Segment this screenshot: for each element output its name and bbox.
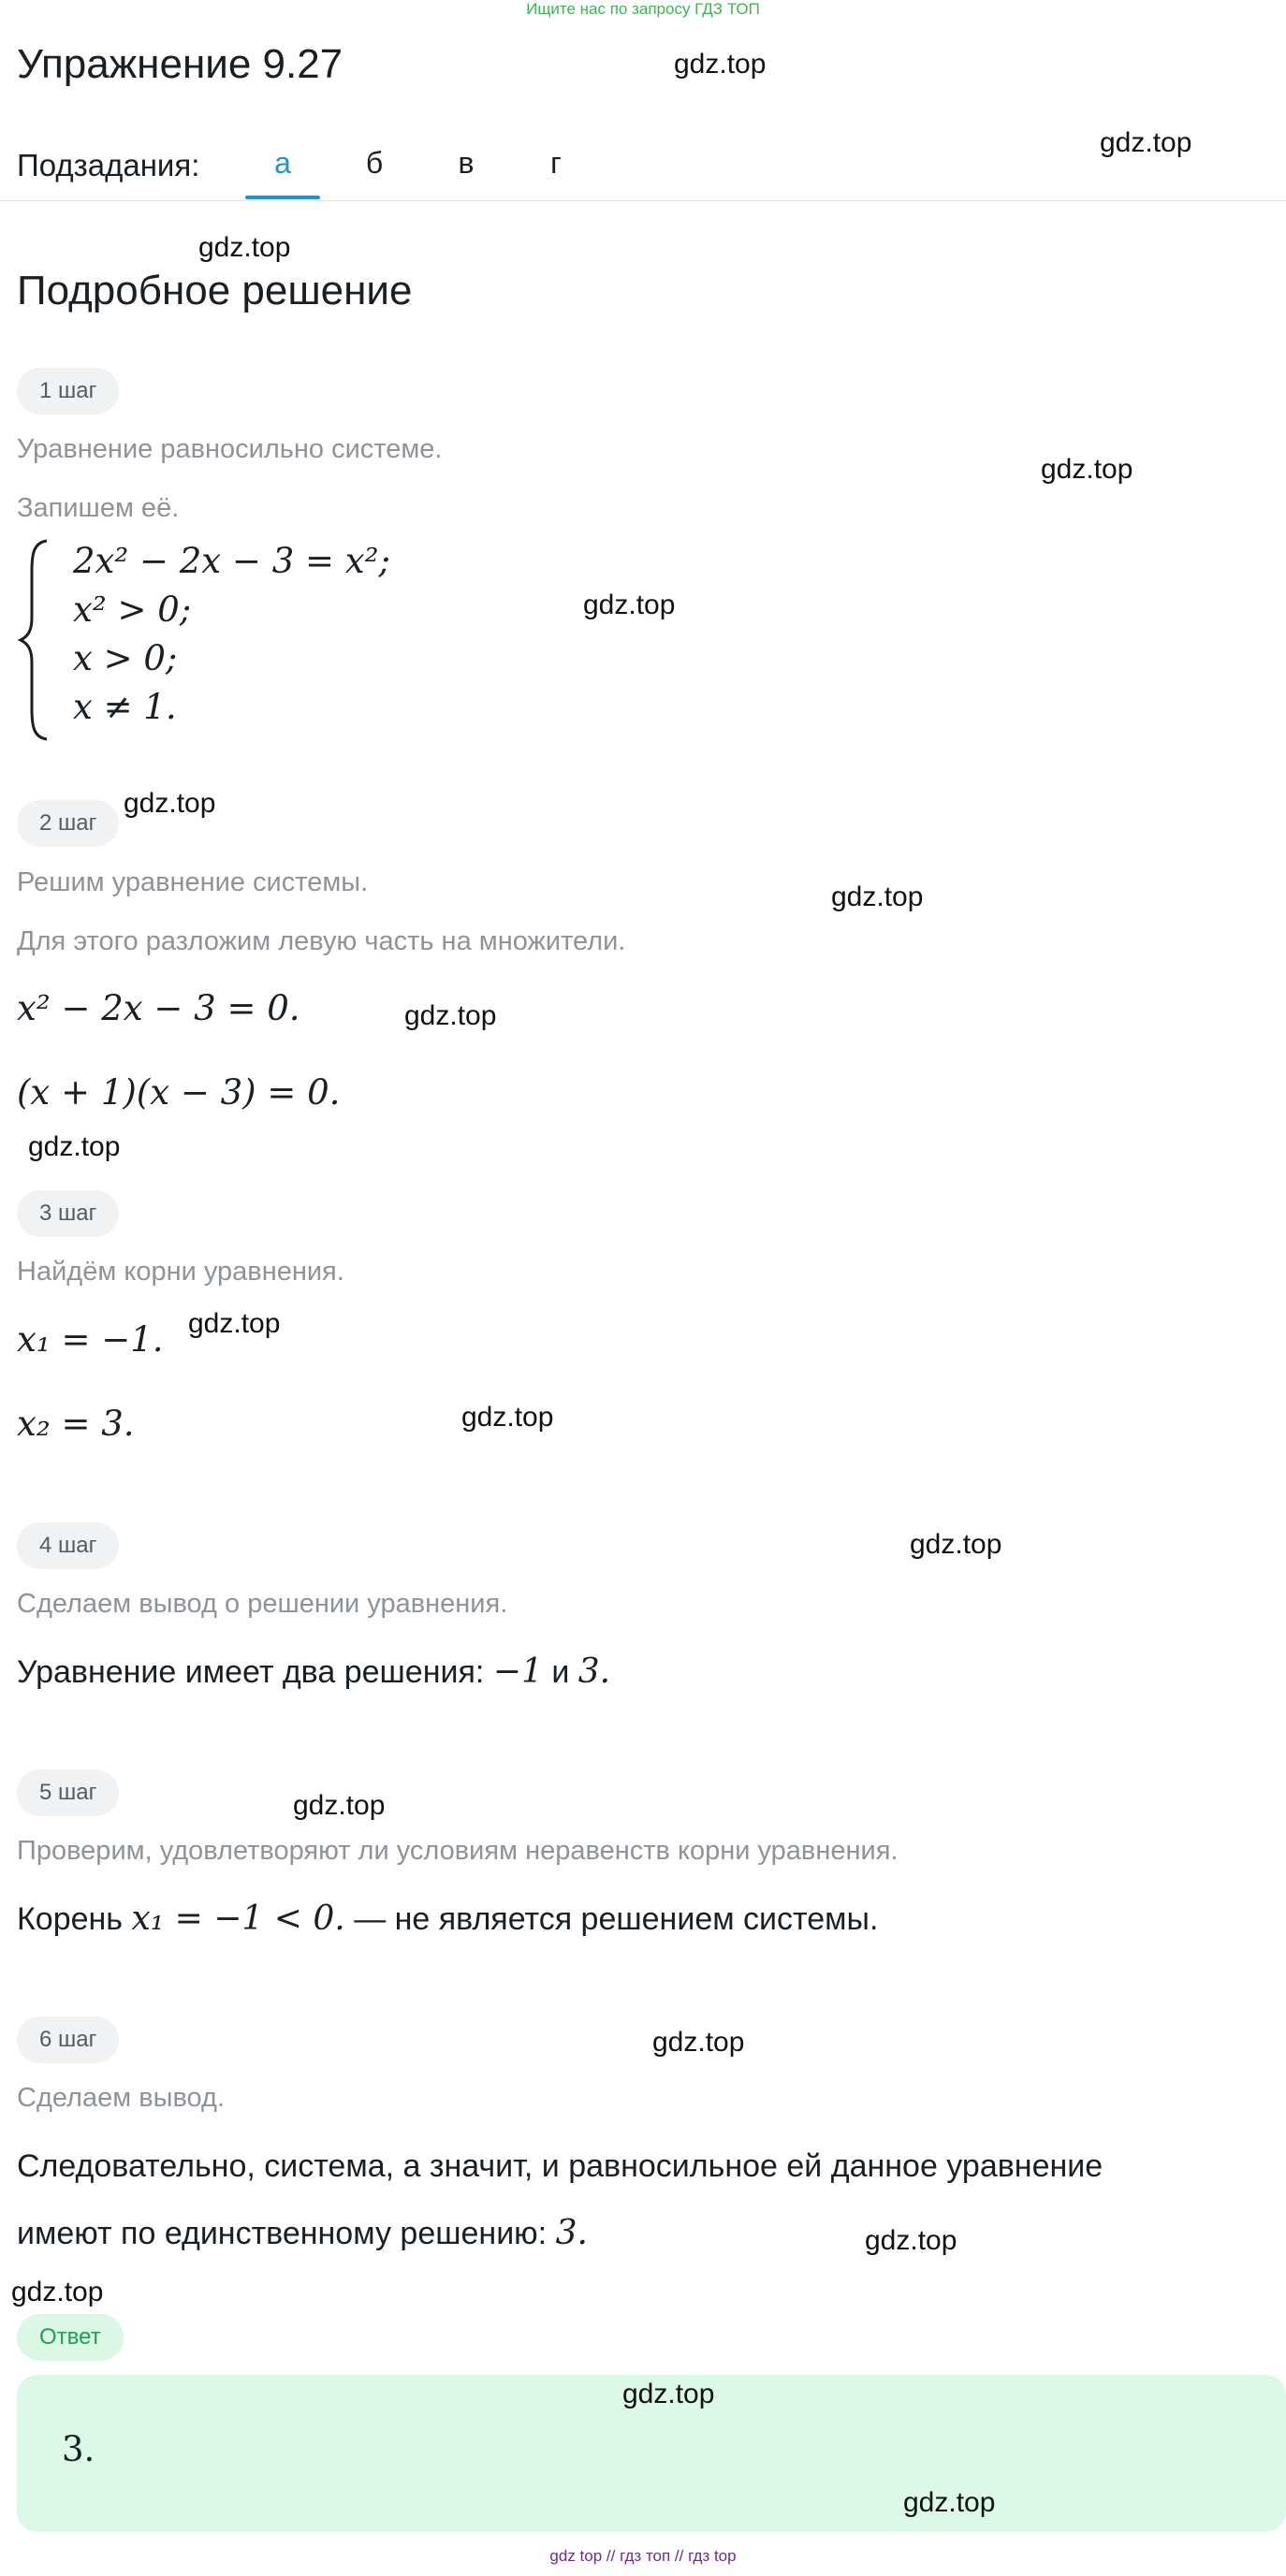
step-4-badge: 4 шаг: [17, 1522, 119, 1569]
section-title: Подробное решение: [17, 268, 413, 313]
watermark: gdz.top: [11, 2277, 104, 2307]
watermark: gdz.top: [124, 788, 216, 819]
step-2-text-2: Для этого разложим левую часть на множители.: [17, 926, 626, 956]
watermark: gdz.top: [622, 2379, 715, 2409]
step-4-result-text: Уравнение имеет два решения:: [17, 1654, 493, 1690]
step-5-result-text: Корень: [17, 1901, 132, 1937]
watermark: gdz.top: [652, 2027, 745, 2058]
step-5-math: x₁ = −1 < 0.: [131, 1899, 345, 1938]
answer-badge: Ответ: [17, 2314, 124, 2361]
step-5-result: [17, 1899, 878, 1938]
tab-v[interactable]: в: [458, 146, 475, 180]
step-2-badge: 2 шаг: [17, 800, 119, 847]
tab-g[interactable]: г: [550, 146, 562, 180]
step-4-root-2: 3.: [577, 1652, 611, 1691]
step-4-root-1: −1: [492, 1652, 543, 1691]
divider: [0, 200, 1286, 201]
step-5-badge: 5 шаг: [17, 1769, 119, 1816]
system-line-3: x > 0;: [73, 638, 178, 678]
tab-b[interactable]: б: [365, 146, 384, 180]
tab-a[interactable]: а: [274, 146, 291, 180]
watermark: gdz.top: [865, 2225, 957, 2256]
step-5-text-1: Проверим, удовлетворяют ли условиям неравенств корни уравнения.: [17, 1836, 899, 1866]
watermark: gdz.top: [28, 1131, 121, 1162]
step-1-text-1: Уравнение равносильно системе.: [17, 434, 443, 464]
step-4-text-1: Сделаем вывод о решении уравнения.: [17, 1589, 508, 1619]
system-brace: [17, 537, 54, 743]
page-title: Упражнение 9.27: [17, 41, 343, 87]
step-3-badge: 3 шаг: [17, 1190, 119, 1237]
watermark: gdz.top: [831, 881, 924, 912]
subtasks-label: Подзадания:: [17, 148, 200, 182]
step-6-result-text: имеют по единственному решению:: [17, 2216, 556, 2251]
watermark: gdz.top: [198, 232, 291, 263]
watermark: gdz.top: [1041, 454, 1133, 485]
watermark: gdz.top: [1100, 127, 1192, 158]
step-1-badge: 1 шаг: [17, 368, 119, 415]
step-6-result-line-1: Следовательно, система, а значит, и равносильное ей данное уравнение: [17, 2148, 1103, 2184]
step-6-result-line-2: [17, 2214, 588, 2252]
footer-text: gdz top // гдз топ // гдз top: [549, 2547, 737, 2565]
step-4-result: [17, 1652, 610, 1691]
step-4-and: и: [542, 1654, 578, 1690]
active-tab-indicator: [245, 196, 320, 199]
watermark: gdz.top: [404, 1000, 497, 1031]
step-6-badge: 6 шаг: [17, 2016, 119, 2063]
step-3-text-1: Найдём корни уравнения.: [17, 1257, 344, 1287]
system-line-4: x ≠ 1.: [73, 687, 177, 727]
top-ad-text[interactable]: Ищите нас по запросу ГДЗ ТОП: [526, 0, 760, 18]
system-line-2: x² > 0;: [73, 589, 192, 630]
step-6-math: 3.: [555, 2214, 588, 2252]
watermark: gdz.top: [461, 1402, 554, 1433]
step-2-text-1: Решим уравнение системы.: [17, 867, 369, 897]
watermark: gdz.top: [188, 1308, 281, 1339]
step-3-math-1: x₁ = −1.: [17, 1319, 164, 1360]
step-2-math-1: x² − 2x − 3 = 0.: [17, 988, 300, 1028]
step-3-math-2: x₂ = 3.: [17, 1404, 135, 1444]
watermark: gdz.top: [674, 49, 767, 80]
step-2-math-2: (x + 1)(x − 3) = 0.: [17, 1072, 341, 1113]
watermark: gdz.top: [910, 1529, 1002, 1560]
step-1-text-2: Запишем её.: [17, 493, 180, 523]
system-line-1: 2x² − 2x − 3 = x²;: [73, 541, 390, 581]
step-5-result-rest: — не является решением системы.: [344, 1901, 879, 1937]
step-6-text-1: Сделаем вывод.: [17, 2083, 226, 2113]
answer-value: 3.: [62, 2429, 95, 2469]
watermark: gdz.top: [903, 2487, 996, 2518]
watermark: gdz.top: [293, 1790, 386, 1821]
watermark: gdz.top: [583, 589, 676, 620]
